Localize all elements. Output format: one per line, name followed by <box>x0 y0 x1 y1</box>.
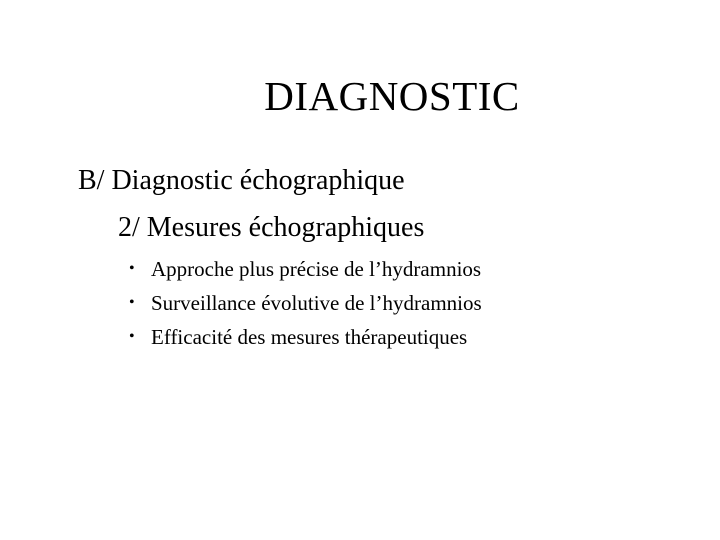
section-heading: B/ Diagnostic échographique <box>78 165 405 196</box>
bullet-item <box>129 252 482 286</box>
bullet-item <box>129 286 482 320</box>
slide-title-container <box>0 66 720 126</box>
bullet-item <box>129 320 482 354</box>
bullet-dot-icon: • <box>129 294 135 311</box>
bullet-text: Approche plus précise de l’hydramnios <box>151 256 482 281</box>
subsection-heading: 2/ Mesures échographiques <box>118 212 425 243</box>
bullet-text: Efficacité des mesures thérapeutiques <box>151 324 468 349</box>
bullet-dot-icon: • <box>129 328 135 345</box>
bullet-list <box>129 252 482 354</box>
bullet-text: Surveillance évolutive de l’hydramnios <box>151 290 482 315</box>
bullet-dot-icon: • <box>129 260 135 277</box>
slide-title: DIAGNOSTIC <box>264 73 520 119</box>
